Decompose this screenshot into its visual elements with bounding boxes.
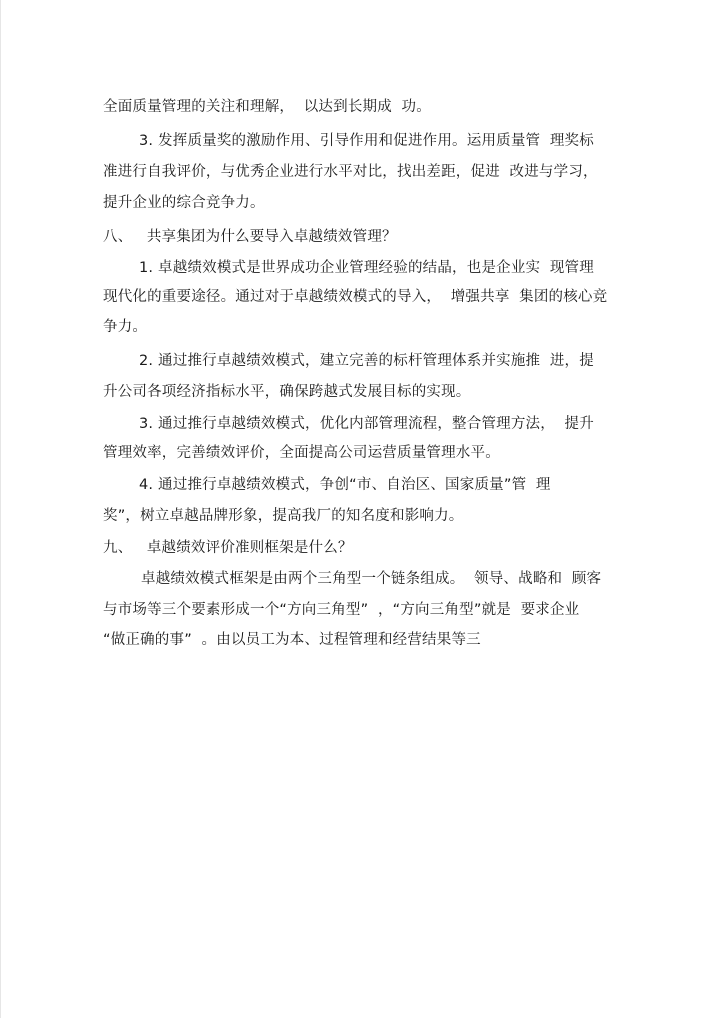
paragraph-line: 管理效率，完善绩效评价，全面提高公司运营质量管理水平。 (103, 445, 500, 461)
list-item-line: 2. 通过推行卓越绩效模式，建立完善的标杆管理体系并实施推 进，提 (139, 353, 594, 369)
paragraph-line: 与市场等三个要素形成一个“方向三角型” ，“方向三角型”就是 要求企业 (103, 602, 580, 618)
list-item-line: 3. 发挥质量奖的激励作用、引导作用和促进作用。运用质量管 理奖标 (139, 133, 594, 149)
paragraph-line: 现代化的重要途径。通过对于卓越绩效模式的导入， 增强共享 集团的核心竞 (103, 289, 608, 305)
paragraph-line: 全面质量管理的关注和理解， 以达到长期成 功。 (103, 99, 431, 115)
paragraph-line: 提升企业的综合竞争力。 (103, 195, 265, 211)
section-heading: 九、 卓越绩效评价准则框架是什么？ (103, 540, 353, 556)
list-item-line: 3. 通过推行卓越绩效模式，优化内部管理流程，整合管理方法， 提升 (139, 416, 594, 432)
list-item-line: 1. 卓越绩效模式是世界成功企业管理经验的结晶，也是企业实 现管理 (139, 260, 594, 276)
paragraph-line: “做正确的事” 。由以员工为本、过程管理和经营结果等三 (103, 632, 481, 648)
paragraph-line: 准进行自我评价，与优秀企业进行水平对比，找出差距，促进 改进与学习， (103, 164, 598, 180)
paragraph-line: 升公司各项经济指标水平，确保跨越式发展目标的实现。 (103, 384, 471, 400)
section-heading: 八、 共享集团为什么要导入卓越绩效管理？ (103, 229, 397, 245)
paragraph-line: 争力。 (103, 319, 148, 335)
paragraph-line: 卓越绩效模式框架是由两个三角型一个链条组成。 领导、战略和 顾客 (141, 571, 602, 587)
paragraph-line: 奖”，树立卓越品牌形象，提高我厂的知名度和影响力。 (103, 508, 464, 524)
list-item-line: 4. 通过推行卓越绩效模式，争创“市、自治区、国家质量”管 理 (139, 477, 551, 493)
